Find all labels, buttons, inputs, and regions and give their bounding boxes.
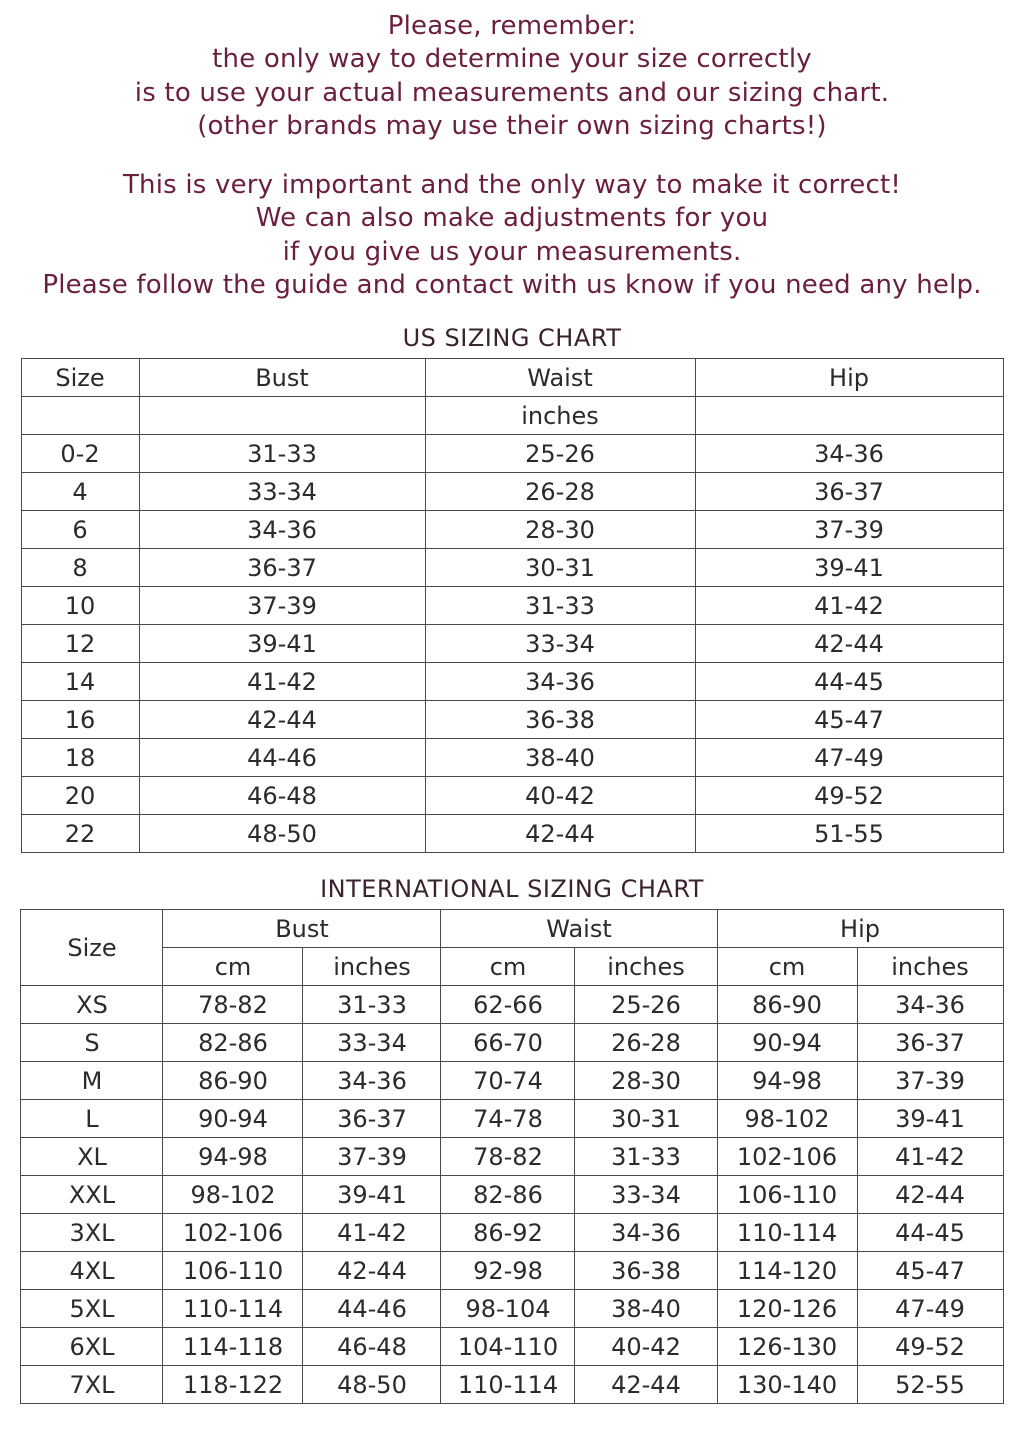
cell-waist-cm: 78-82: [441, 1138, 575, 1176]
column-header: Waist: [425, 359, 695, 397]
unit-cell: [695, 397, 1003, 435]
cell-waist: 33-34: [425, 625, 695, 663]
cell-waist-in: 38-40: [575, 1290, 717, 1328]
intro-text: [12, 10, 1012, 302]
table-row: [21, 701, 1003, 739]
cell-hip-cm: 98-102: [717, 1100, 857, 1138]
cell-waist: 42-44: [425, 815, 695, 853]
cell-bust-in: 41-42: [303, 1214, 441, 1252]
cell-bust: 37-39: [139, 587, 425, 625]
cell-waist-in: 40-42: [575, 1328, 717, 1366]
cell-bust: 42-44: [139, 701, 425, 739]
table-row: [21, 435, 1003, 473]
cell-bust-in: 39-41: [303, 1176, 441, 1214]
cell-waist-in: 33-34: [575, 1176, 717, 1214]
intro-line: if you give us your measurements.: [282, 236, 742, 267]
intl-chart-title: INTERNATIONAL SIZING CHART: [320, 875, 704, 904]
cell-waist-in: 26-28: [575, 1024, 717, 1062]
cell-bust-cm: 90-94: [163, 1100, 303, 1138]
cell-size: XL: [21, 1138, 163, 1176]
intro-line: the only way to determine your size correctly: [212, 44, 812, 75]
cell-bust: 46-48: [139, 777, 425, 815]
cell-waist-in: 34-36: [575, 1214, 717, 1252]
cell-bust-in: 44-46: [303, 1290, 441, 1328]
cell-size: 6XL: [21, 1328, 163, 1366]
cell-bust-in: 46-48: [303, 1328, 441, 1366]
intro-line: We can also make adjustments for you: [255, 203, 769, 234]
cell-waist-in: 36-38: [575, 1252, 717, 1290]
international-sizing-table: [20, 909, 1003, 1404]
table-row: [21, 587, 1003, 625]
table-header-row: [21, 359, 1003, 397]
cell-size: 10: [21, 587, 139, 625]
cell-size: 4XL: [21, 1252, 163, 1290]
cell-hip-cm: 94-98: [717, 1062, 857, 1100]
cell-waist-cm: 104-110: [441, 1328, 575, 1366]
cell-hip-cm: 126-130: [717, 1328, 857, 1366]
column-header: Hip: [695, 359, 1003, 397]
table-row: [21, 986, 1003, 1024]
table-row: [21, 1138, 1003, 1176]
cell-waist: 31-33: [425, 587, 695, 625]
cell-waist-in: 42-44: [575, 1366, 717, 1404]
cell-bust-in: 34-36: [303, 1062, 441, 1100]
table-row: [21, 1366, 1003, 1404]
cell-bust-cm: 78-82: [163, 986, 303, 1024]
table-row: [21, 1290, 1003, 1328]
cell-hip-cm: 130-140: [717, 1366, 857, 1404]
cell-hip-in: 36-37: [857, 1024, 1003, 1062]
cell-hip-in: 37-39: [857, 1062, 1003, 1100]
table-row: [21, 1214, 1003, 1252]
cell-hip-cm: 110-114: [717, 1214, 857, 1252]
cell-waist-in: 25-26: [575, 986, 717, 1024]
cell-hip-in: 52-55: [857, 1366, 1003, 1404]
us-sizing-table: [21, 358, 1004, 853]
cell-size: XS: [21, 986, 163, 1024]
cell-hip-cm: 90-94: [717, 1024, 857, 1062]
cell-size: 22: [21, 815, 139, 853]
cell-size: 14: [21, 663, 139, 701]
cell-bust-in: 31-33: [303, 986, 441, 1024]
cell-bust: 33-34: [139, 473, 425, 511]
cell-bust-in: 33-34: [303, 1024, 441, 1062]
intro-line: Please follow the guide and contact with us know if you need any help.: [42, 269, 982, 300]
column-header: Waist: [441, 910, 717, 948]
cell-hip: 42-44: [695, 625, 1003, 663]
cell-size: 12: [21, 625, 139, 663]
cell-hip: 49-52: [695, 777, 1003, 815]
cell-size: M: [21, 1062, 163, 1100]
cell-hip-in: 42-44: [857, 1176, 1003, 1214]
cell-hip: 36-37: [695, 473, 1003, 511]
table-unit-row: [21, 948, 1003, 986]
cell-hip-in: 34-36: [857, 986, 1003, 1024]
table-row: [21, 473, 1003, 511]
cell-hip: 47-49: [695, 739, 1003, 777]
cell-hip-cm: 102-106: [717, 1138, 857, 1176]
table-row: [21, 739, 1003, 777]
us-chart-title: US SIZING CHART: [402, 324, 622, 353]
cell-waist: 40-42: [425, 777, 695, 815]
intro-line: This is very important and the only way to make it correct!: [122, 170, 902, 201]
column-header: Size: [21, 910, 163, 986]
cell-hip-cm: 86-90: [717, 986, 857, 1024]
cell-bust: 39-41: [139, 625, 425, 663]
unit-cell: inches: [303, 948, 441, 986]
unit-cell: inches: [857, 948, 1003, 986]
table-row: [21, 625, 1003, 663]
intro-line: (other brands may use their own sizing charts!): [197, 110, 827, 141]
intro-line: Please, remember:: [387, 11, 637, 41]
table-row: [21, 777, 1003, 815]
cell-bust-cm: 118-122: [163, 1366, 303, 1404]
cell-bust: 44-46: [139, 739, 425, 777]
cell-waist: 36-38: [425, 701, 695, 739]
cell-waist-cm: 110-114: [441, 1366, 575, 1404]
table-header-row: [21, 910, 1003, 948]
cell-waist-cm: 98-104: [441, 1290, 575, 1328]
cell-waist-cm: 66-70: [441, 1024, 575, 1062]
cell-bust-in: 42-44: [303, 1252, 441, 1290]
column-header: Hip: [717, 910, 1003, 948]
cell-size: L: [21, 1100, 163, 1138]
cell-bust: 48-50: [139, 815, 425, 853]
column-header: Size: [21, 359, 139, 397]
cell-hip-in: 49-52: [857, 1328, 1003, 1366]
table-row: [21, 1062, 1003, 1100]
cell-hip: 45-47: [695, 701, 1003, 739]
cell-size: 5XL: [21, 1290, 163, 1328]
cell-waist: 28-30: [425, 511, 695, 549]
cell-size: XXL: [21, 1176, 163, 1214]
cell-size: 18: [21, 739, 139, 777]
table-row: [21, 511, 1003, 549]
table-unit-row: [21, 397, 1003, 435]
cell-bust-cm: 102-106: [163, 1214, 303, 1252]
cell-hip: 37-39: [695, 511, 1003, 549]
cell-hip: 44-45: [695, 663, 1003, 701]
cell-waist-in: 30-31: [575, 1100, 717, 1138]
cell-bust-in: 37-39: [303, 1138, 441, 1176]
cell-hip-in: 39-41: [857, 1100, 1003, 1138]
table-row: [21, 1176, 1003, 1214]
cell-bust-cm: 114-118: [163, 1328, 303, 1366]
cell-bust-cm: 110-114: [163, 1290, 303, 1328]
cell-waist: 25-26: [425, 435, 695, 473]
cell-size: 3XL: [21, 1214, 163, 1252]
cell-bust-in: 48-50: [303, 1366, 441, 1404]
cell-size: 20: [21, 777, 139, 815]
cell-bust-cm: 86-90: [163, 1062, 303, 1100]
column-header: Bust: [163, 910, 441, 948]
intro-spacer: [12, 143, 1012, 169]
unit-cell: cm: [717, 948, 857, 986]
cell-bust-cm: 82-86: [163, 1024, 303, 1062]
cell-waist-cm: 86-92: [441, 1214, 575, 1252]
cell-size: 4: [21, 473, 139, 511]
cell-hip-cm: 106-110: [717, 1176, 857, 1214]
cell-hip-cm: 120-126: [717, 1290, 857, 1328]
cell-bust: 36-37: [139, 549, 425, 587]
cell-size: 8: [21, 549, 139, 587]
unit-cell: [139, 397, 425, 435]
cell-bust: 41-42: [139, 663, 425, 701]
cell-bust-in: 36-37: [303, 1100, 441, 1138]
cell-waist-cm: 74-78: [441, 1100, 575, 1138]
cell-bust-cm: 98-102: [163, 1176, 303, 1214]
cell-waist-cm: 70-74: [441, 1062, 575, 1100]
cell-hip-in: 44-45: [857, 1214, 1003, 1252]
cell-hip-in: 47-49: [857, 1290, 1003, 1328]
table-row: [21, 663, 1003, 701]
cell-hip-cm: 114-120: [717, 1252, 857, 1290]
intro-line: is to use your actual measurements and our sizing chart.: [134, 77, 890, 108]
unit-cell: inches: [425, 397, 695, 435]
cell-size: 0-2: [21, 435, 139, 473]
table-row: [21, 1252, 1003, 1290]
cell-hip-in: 41-42: [857, 1138, 1003, 1176]
cell-hip-in: 45-47: [857, 1252, 1003, 1290]
cell-size: S: [21, 1024, 163, 1062]
table-row: [21, 815, 1003, 853]
cell-bust-cm: 94-98: [163, 1138, 303, 1176]
cell-waist-cm: 82-86: [441, 1176, 575, 1214]
unit-cell: cm: [163, 948, 303, 986]
unit-cell: cm: [441, 948, 575, 986]
cell-waist: 26-28: [425, 473, 695, 511]
cell-waist: 34-36: [425, 663, 695, 701]
column-header: Bust: [139, 359, 425, 397]
cell-waist-in: 28-30: [575, 1062, 717, 1100]
table-row: [21, 549, 1003, 587]
table-row: [21, 1100, 1003, 1138]
table-row: [21, 1024, 1003, 1062]
cell-hip: 39-41: [695, 549, 1003, 587]
cell-hip: 41-42: [695, 587, 1003, 625]
cell-size: 7XL: [21, 1366, 163, 1404]
cell-bust-cm: 106-110: [163, 1252, 303, 1290]
cell-bust: 34-36: [139, 511, 425, 549]
cell-waist-in: 31-33: [575, 1138, 717, 1176]
cell-waist: 30-31: [425, 549, 695, 587]
unit-cell: inches: [575, 948, 717, 986]
cell-hip: 34-36: [695, 435, 1003, 473]
table-row: [21, 1328, 1003, 1366]
cell-hip: 51-55: [695, 815, 1003, 853]
unit-cell: [21, 397, 139, 435]
cell-size: 6: [21, 511, 139, 549]
cell-bust: 31-33: [139, 435, 425, 473]
cell-waist-cm: 92-98: [441, 1252, 575, 1290]
cell-size: 16: [21, 701, 139, 739]
cell-waist: 38-40: [425, 739, 695, 777]
cell-waist-cm: 62-66: [441, 986, 575, 1024]
